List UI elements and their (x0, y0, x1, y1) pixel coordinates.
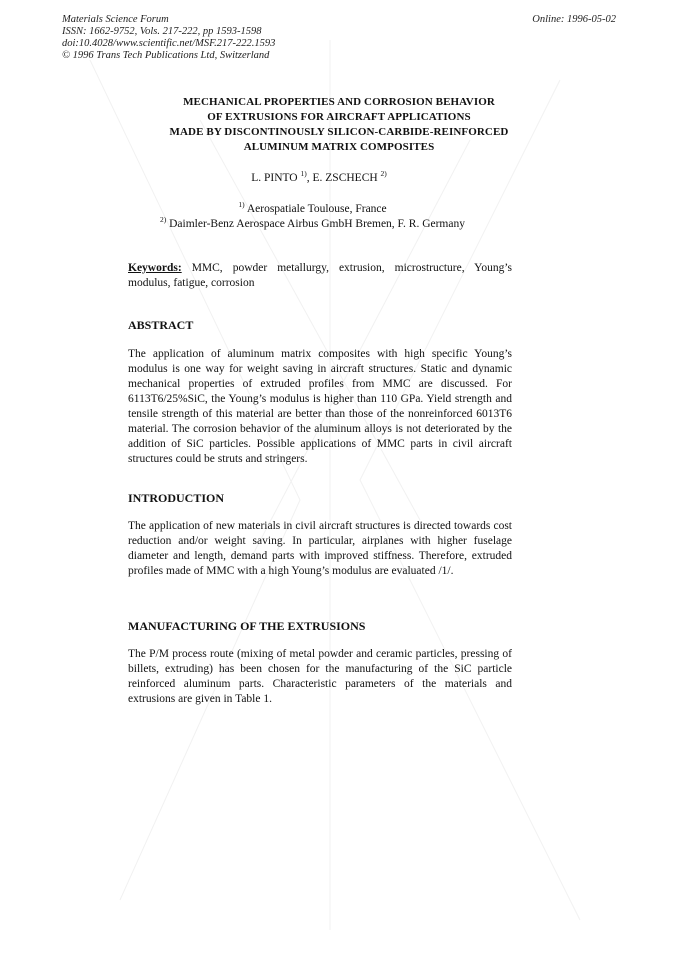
doi-line[interactable]: doi:10.4028/www.scientific.net/MSF.217-222.1593 (62, 38, 276, 49)
introduction-text: The application of new materials in civil aircraft structures is directed towards cost reduction and/or weight saving. In particular, airplanes with higher fuselage diameter and length, demand parts with improved stiffness. Therefore, extruded profiles made of MMC with a high Young’s modulus are evaluated /1/. (128, 520, 512, 577)
affiliation-2-marker: 2) (160, 215, 167, 225)
journal-name: Materials Science Forum (62, 14, 169, 25)
abstract-text: The application of aluminum matrix composites with high specific Young’s modulus is one way for weight saving in aircraft structures. Static and dynamic mechanical properties of extruded profiles from MMC are discussed. For 6113T6/25%SiC, the Young’s modulus is higher than 110 GPa. Yield strength and tensile strength of this material are better than those of the nonreinforced 6013T6 material. The corrosion behavior of the aluminum alloys is not deteriorated by the addition of SiC particles. Possible applications of MMC parts in civil aircraft structures could be struts and stringers. (128, 348, 512, 465)
title-line-1: MECHANICAL PROPERTIES AND CORROSION BEHAVIOR (183, 96, 495, 108)
manufacturing-text: The P/M process route (mixing of metal powder and ceramic particles, pressing of billets, extruding) has been chosen for the manufacturing of the SiC particle reinforced aluminum parts. Characteristic parameters of the materials and extrusions are given in Table 1. (128, 648, 512, 705)
affiliation-1-text: Aerospatiale Toulouse, France (246, 203, 387, 215)
author-list (0, 169, 638, 184)
keywords (128, 261, 512, 291)
abstract-heading: ABSTRACT (128, 318, 194, 332)
author-1-affil-marker: 1) (300, 169, 307, 179)
title-line-3: MADE BY DISCONTINOUSLY SILICON-CARBIDE-REINFORCED (169, 126, 509, 138)
affiliation-2-text: Daimler-Benz Aerospace Airbus GmbH Bremen, F. R. Germany (169, 218, 465, 230)
title-line-4: ALUMINUM MATRIX COMPOSITES (243, 141, 435, 153)
author-2: E. ZSCHECH (312, 172, 378, 184)
affiliation-1 (0, 202, 625, 217)
keywords-text: MMC, powder metallurgy, extrusion, microstructure, Young’s modulus, fatigue, corrosion (128, 262, 512, 289)
affiliation-2 (0, 217, 625, 232)
affiliation-1-marker: 1) (238, 200, 245, 210)
online-date: Online: 1996-05-02 (532, 14, 616, 25)
manufacturing-heading: MANUFACTURING OF THE EXTRUSIONS (128, 619, 366, 633)
author-1: L. PINTO (251, 172, 298, 184)
title-line-2: OF EXTRUSIONS FOR AIRCRAFT APPLICATIONS (207, 111, 471, 123)
introduction-heading: INTRODUCTION (128, 491, 225, 505)
author-2-affil-marker: 2) (380, 169, 387, 179)
paper-title (0, 95, 678, 155)
issn-line: ISSN: 1662-9752, Vols. 217-222, pp 1593-1598 (62, 26, 262, 37)
affiliations (0, 202, 625, 232)
publication-info (62, 14, 275, 62)
author-separator: , (306, 172, 313, 184)
copyright-line: © 1996 Trans Tech Publications Ltd, Switzerland (62, 50, 270, 61)
keywords-label: Keywords: (128, 262, 182, 274)
